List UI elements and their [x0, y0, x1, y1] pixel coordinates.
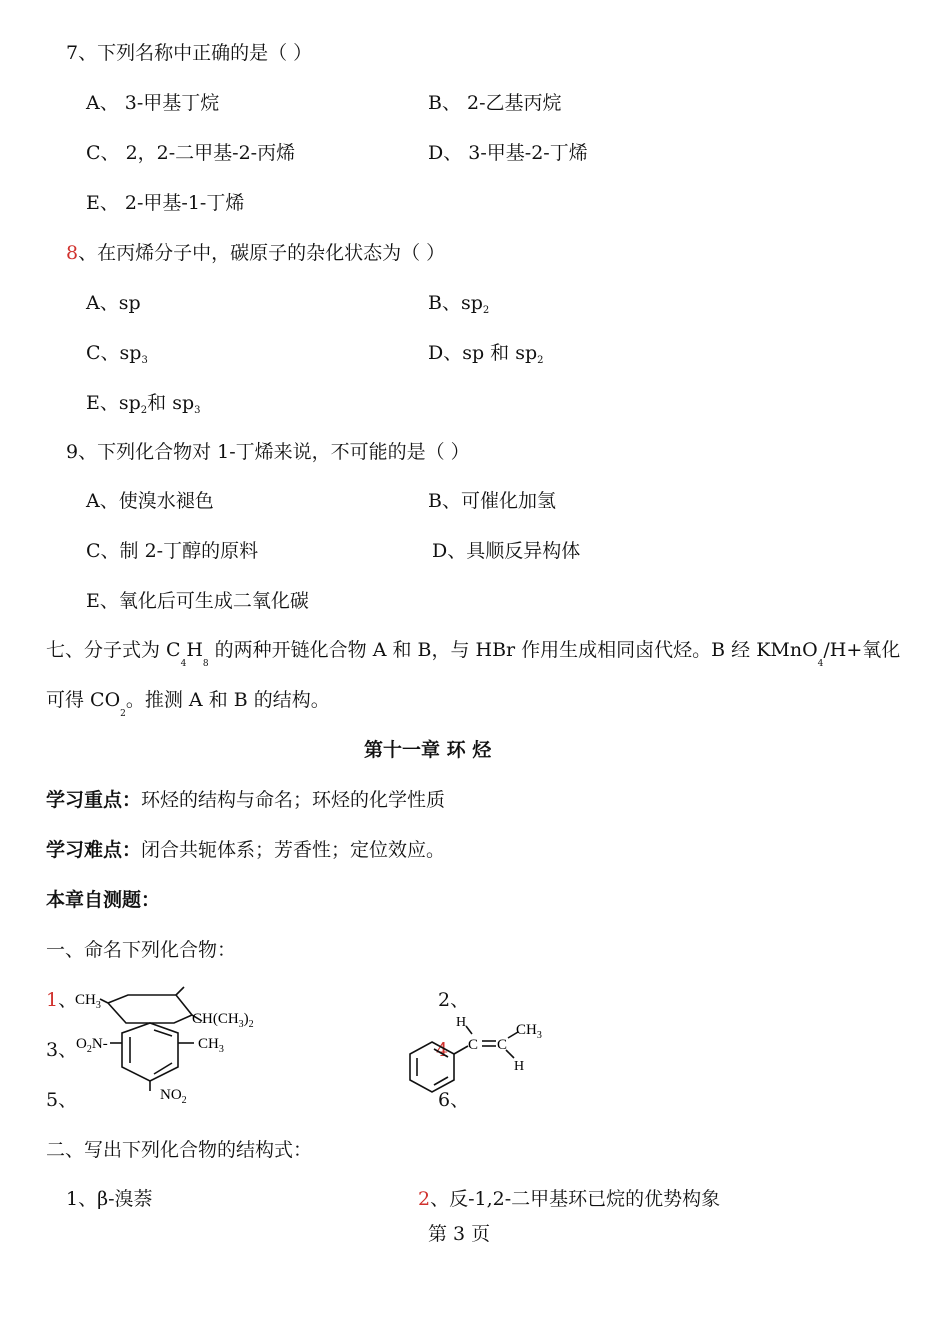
subscript: 2	[120, 709, 126, 719]
q8-number: 8	[66, 242, 79, 264]
item-2-number: 2、	[438, 989, 470, 1011]
q-seven-text-c: /H+氧化	[823, 639, 901, 661]
item-1-sep: 、	[58, 989, 78, 1011]
ch3-group: $CH_3$	[516, 1022, 542, 1041]
part1-title: 一、命名下列化合物：	[46, 939, 237, 961]
part2-item-1: 1、β-溴萘	[66, 1188, 153, 1210]
q-seven-text-b: 的两种开链化合物 A 和 B，与 HBr 作用生成相同卤代烃。B 经 KMnO	[208, 639, 818, 661]
q8-option-a: A、sp	[86, 292, 141, 314]
q9-stem: 9、下列化合物对 1-丁烯来说，不可能的是（ ）	[66, 441, 470, 463]
q8-option-b	[428, 294, 489, 316]
item-6-number: 6、	[438, 1089, 470, 1111]
learning-focus-label: 学习重点：	[46, 789, 142, 811]
structures-1-3-drawing	[70, 985, 370, 1115]
chapter-title: 第十一章 环 烃	[364, 739, 492, 761]
q-seven-text-d: 可得 CO	[46, 689, 121, 711]
q8-option-e	[86, 394, 201, 416]
isopropyl-label: $CH(CH_3)_2$	[192, 1011, 254, 1030]
alkene-carbon-2: C	[497, 1037, 508, 1053]
subscript: 4	[817, 659, 824, 669]
subscript: 4	[180, 659, 187, 669]
item-5-number: 5、	[46, 1089, 78, 1111]
no2-label: $NO_2$	[160, 1087, 187, 1106]
superscript: 2	[537, 355, 544, 366]
part2-title: 二、写出下列化合物的结构式：	[46, 1139, 313, 1161]
self-test-heading: 本章自测题：	[46, 889, 161, 911]
h-atom-top: H	[456, 1015, 467, 1030]
alkene-carbon-1: C	[468, 1037, 479, 1053]
superscript: 2	[140, 405, 148, 416]
q8-option-d-text: D、sp 和 sp	[428, 342, 538, 364]
methyl-label: $CH_3$	[198, 1036, 224, 1055]
q8-option-e-mid: 和 sp	[147, 392, 195, 414]
q7-stem: 7、下列名称中正确的是（ ）	[66, 42, 313, 64]
q9-option-b: B、可催化加氢	[428, 490, 556, 512]
learning-focus-text: 环烃的结构与命名；环烃的化学性质	[141, 789, 446, 811]
learning-difficulty	[46, 841, 445, 860]
structure-4-drawing	[400, 1012, 570, 1122]
chair-cyclohexane	[100, 987, 202, 1023]
learning-difficulty-text: 闭合共轭体系；芳香性；定位效应。	[141, 839, 446, 861]
q7-option-b: B、 2-乙基丙烷	[428, 92, 562, 114]
superscript: 2	[482, 305, 490, 316]
benzene-ring-nitro	[110, 1023, 194, 1091]
q8-option-b-text: B、sp	[428, 292, 483, 314]
item-4-number: 4	[436, 1039, 449, 1061]
q9-option-d: D、具顺反异构体	[432, 540, 581, 562]
q8-option-d	[428, 344, 544, 366]
item-3-number: 3、	[46, 1039, 78, 1061]
q7-option-e: E、 2-甲基-1-丁烯	[86, 192, 245, 214]
o2n-label: $O_2N-$	[76, 1036, 108, 1055]
learning-difficulty-label: 学习难点：	[46, 839, 142, 861]
h-atom-bottom: H	[514, 1059, 525, 1074]
q8-option-c	[86, 344, 148, 366]
learning-focus	[46, 791, 445, 810]
q7-option-d: D、 3-甲基-2-丁烯	[428, 142, 588, 164]
q-seven-text-a: 七、分子式为 C	[46, 639, 181, 661]
q-seven-text-e: 。推测 A 和 B 的结构。	[125, 689, 330, 711]
part2-item-2-number: 2	[418, 1188, 431, 1210]
q9-option-a: A、使溴水褪色	[86, 490, 214, 512]
item-1-digit: 1	[46, 989, 59, 1011]
q7-option-a: A、 3-甲基丁烷	[86, 92, 220, 114]
q8-stem	[66, 244, 445, 263]
q8-option-e-text: E、sp	[86, 392, 141, 414]
ch3-label: $CH_3$	[75, 992, 101, 1011]
q-seven-line2	[46, 691, 330, 719]
q-seven-h: H	[186, 639, 203, 661]
subscript: 8	[202, 659, 209, 669]
q9-option-e: E、氧化后可生成二氧化碳	[86, 590, 309, 612]
q7-option-c: C、 2，2-二甲基-2-丙烯	[86, 142, 296, 164]
q8-option-c-text: C、sp	[86, 342, 142, 364]
part2-item-2	[418, 1190, 720, 1209]
page-number: 第 3 页	[428, 1223, 491, 1245]
q9-option-c: C、制 2-丁醇的原料	[86, 540, 259, 562]
part2-item-2-text: 、反-1,2-二甲基环已烷的优势构象	[430, 1188, 721, 1210]
q8-stem-text: 、在丙烯分子中，碳原子的杂化状态为（ ）	[78, 242, 446, 264]
superscript: 3	[141, 355, 148, 366]
benzene-ring	[410, 1026, 518, 1092]
q-seven-line1	[46, 641, 900, 669]
superscript: 3	[194, 405, 201, 416]
